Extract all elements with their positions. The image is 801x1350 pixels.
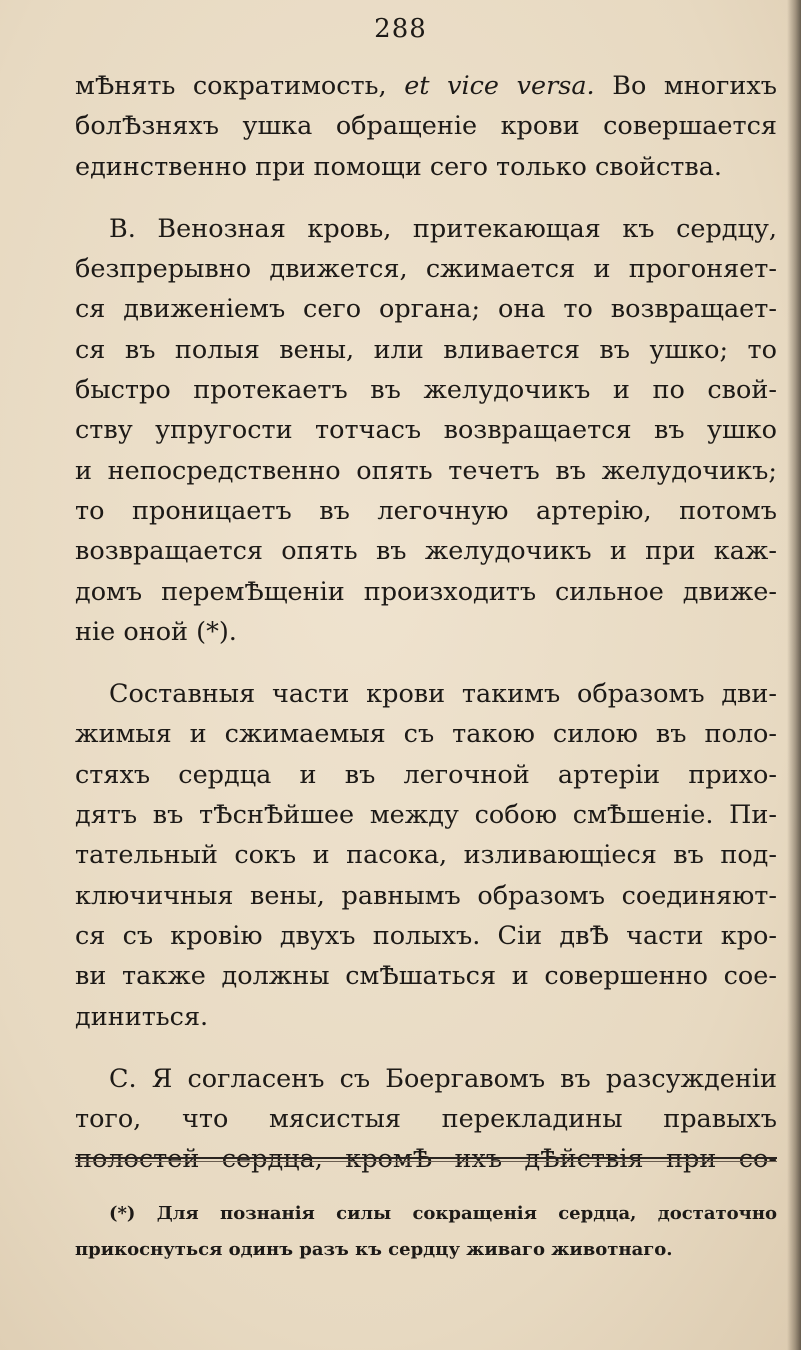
text-line: быстро протекаетъ въ желудочикъ и по свой- <box>75 375 777 406</box>
text-line: полостей сердца, кромѢ ихъ дѢйствія при со- <box>75 1144 777 1175</box>
text-line: того, что мясистыя перекладины правыхъ <box>75 1104 777 1135</box>
text-line: С. Я согласенъ съ Боергавомъ въ разсужденіи <box>109 1063 777 1094</box>
text-line: стяхъ сердца и въ легочной артеріи прихо- <box>75 759 777 790</box>
text-line: то проницаетъ въ легочную артерію, потомъ <box>75 495 777 526</box>
text-line: ніе оной (*). <box>75 616 237 647</box>
footnote <box>75 1196 777 1268</box>
text-line: Составныя части крови такимъ образомъ дви- <box>109 679 777 710</box>
text-line: и непосредственно опять течетъ въ желудочикъ; <box>75 455 777 486</box>
text-line: В. Венозная кровь, притекающая къ сердцу, <box>109 213 777 244</box>
text-line: возвращается опять въ желудочикъ и при каж- <box>75 536 777 567</box>
footnote-line: (*) Для познанія силы сокращенія сердца, достаточно <box>109 1203 777 1224</box>
page-edge-shadow <box>787 0 801 1350</box>
text-line: мѢнять сократимость, et vice versa. Во многихъ <box>75 71 777 101</box>
page-number: 288 <box>374 14 427 44</box>
footnote-divider <box>75 1157 777 1162</box>
italic-phrase: et vice versa. <box>404 71 595 101</box>
text-line: домъ перемѢщеніи произходитъ сильное движе- <box>75 576 777 607</box>
text-line: безпрерывно движется, сжимается и прогоняет- <box>75 254 777 285</box>
text-line: тательный сокъ и пасока, изливающіеся въ под- <box>75 840 777 871</box>
text-line: ству упругости тотчасъ возвращается въ ушко <box>75 415 777 446</box>
text-line: ви также должны смѢшаться и совершенно сое- <box>75 961 777 992</box>
text-line: ся въ полыя вены, или вливается въ ушко; то <box>75 334 777 365</box>
text-line: жимыя и сжимаемыя съ такою силою въ поло- <box>75 719 777 750</box>
text-line: дятъ въ тѢснѢйшее между собою смѢшеніе. Пи- <box>75 800 777 831</box>
text-line: ся съ кровію двухъ полыхъ. Сіи двѢ части кро- <box>75 920 777 951</box>
text-line: единственно при помощи сего только свойства. <box>75 151 723 182</box>
text-line: ключичныя вены, равнымъ образомъ соединяют- <box>75 880 777 911</box>
footnote-line: прикоснуться одинъ разъ къ сердцу живаго животнаго. <box>75 1239 673 1260</box>
text-line: ся движеніемъ сего органа; она то возвращает- <box>75 294 777 325</box>
paragraph-1 <box>75 66 777 187</box>
main-text <box>75 66 777 1180</box>
paragraph-3 <box>75 674 777 1037</box>
text-line: болѢзняхъ ушка обращеніе крови совершается <box>75 111 777 142</box>
text-line: диниться. <box>75 1001 209 1032</box>
paragraph-2 <box>75 209 777 652</box>
